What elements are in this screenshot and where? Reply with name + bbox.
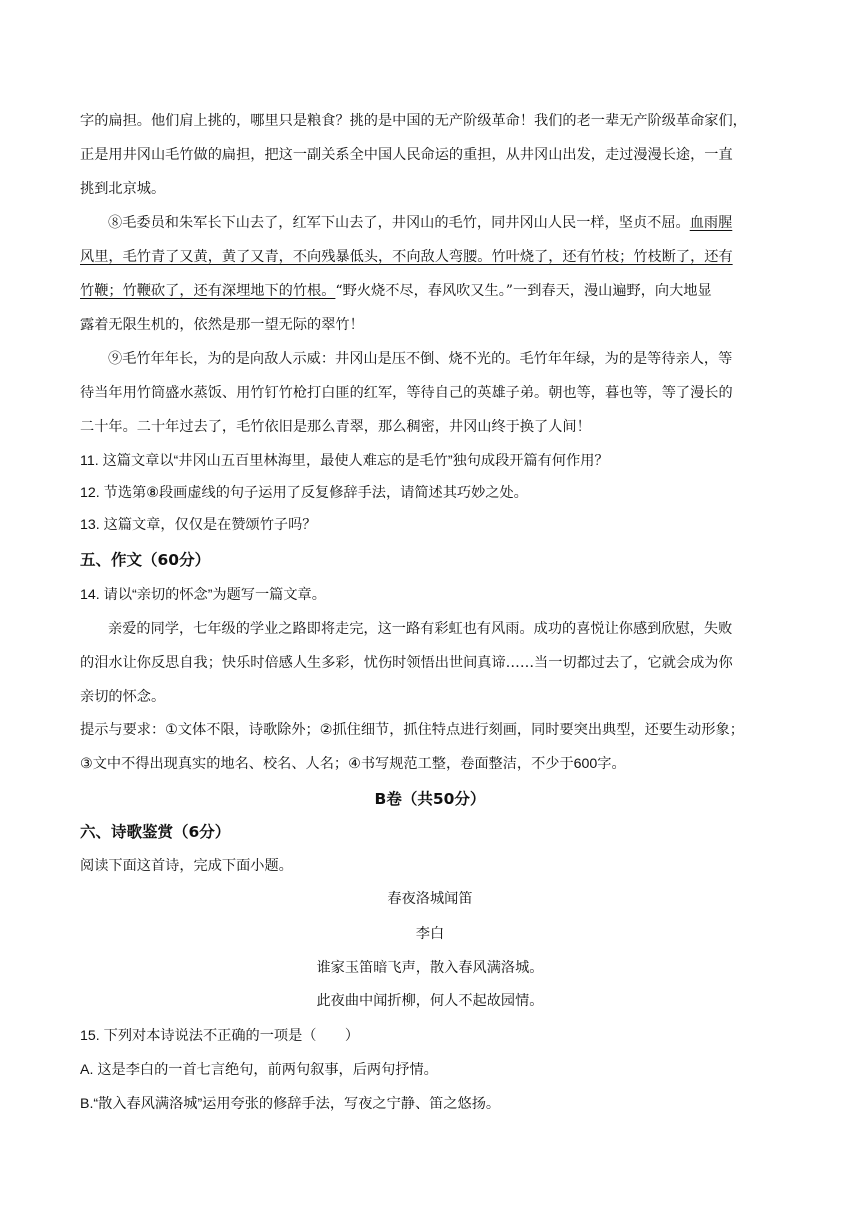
poem-author: 李白 <box>415 926 445 942</box>
option-b: B.“散入春风满洛城”运用夸张的修辞手法，写夜之宁静、笛之悠扬。 <box>80 1096 501 1112</box>
paragraph-8-text: ⑧毛委员和朱军长下山去了，红军下山去了，井冈山的毛竹，同井冈山人民一样，坚贞不屈。 <box>108 215 690 231</box>
question-14: 14. 请以“亲切的怀念”为题写一篇文章。 <box>80 587 326 603</box>
section-5-heading: 五、作文（60分） <box>80 551 211 569</box>
essay-prompt-line-2: 的泪水让你反思自我；快乐时倍感人生多彩，忧伤时领悟出世间真谛……当一切都过去了，它就会成为你 <box>80 655 733 671</box>
poem-title: 春夜洛城闻笛 <box>387 891 473 907</box>
question-11: 11. 这篇文章以“井冈山五百里林海里，最使人难忘的是毛竹”独句成段开篇有何作用？ <box>80 453 609 469</box>
poem-line-1: 谁家玉笛暗飞声，散入春风满洛城。 <box>316 960 544 976</box>
paragraph-9-line-2: 待当年用竹筒盛水蒸饭、用竹钉竹枪打白匪的红军，等待自己的英雄子弟。朝也等，暮也等，等了漫长的 <box>80 385 733 401</box>
paragraph-8-line-3 <box>80 281 712 301</box>
paragraph-8-line-2: 风里，毛竹青了又黄，黄了又青，不向残暴低头，不向敌人弯腰。竹叶烧了，还有竹枝；竹枝断了，还有 <box>80 249 733 265</box>
option-a: A. 这是李白的一首七言绝句，前两句叙事，后两句抒情。 <box>80 1062 438 1078</box>
paragraph-9-line-3: 二十年。二十年过去了，毛竹依旧是那么青翠，那么稠密，井冈山终于换了人间！ <box>80 419 591 435</box>
paragraph-8-line-4: 露着无限生机的，依然是那一望无际的翠竹！ <box>80 317 364 333</box>
underlined-sentence-end: 竹鞭；竹鞭砍了，还有深埋地下的竹根。 <box>80 283 336 299</box>
paragraph-7-line-1: 字的扁担。他们肩上挑的，哪里只是粮食？挑的是中国的无产阶级革命！我们的老一辈无产阶级革命家们， <box>80 113 747 129</box>
question-13: 13. 这篇文章，仅仅是在赞颂竹子吗？ <box>80 517 317 533</box>
paragraph-7-line-3: 挑到北京城。 <box>80 181 166 197</box>
paragraph-7-line-2: 正是用井冈山毛竹做的扁担，把这一副关系全中国人民命运的重担，从井冈山出发，走过漫漫长途，一直 <box>80 147 733 163</box>
question-12: 12. 节选第⑧段画虚线的句子运用了反复修辞手法，请简述其巧妙之处。 <box>80 485 528 501</box>
section-6-heading: 六、诗歌鉴赏（6分） <box>80 823 231 841</box>
essay-requirements-line-1: 提示与要求：①文体不限，诗歌除外；②抓住细节，抓住特点进行刻画，同时要突出典型，还要生动形象； <box>80 722 744 738</box>
essay-requirements-line-2: ③文中不得出现真实的地名、校名、人名；④书写规范工整，卷面整洁，不少于600字。 <box>80 756 626 772</box>
essay-prompt-line-1: 亲爱的同学，七年级的学业之路即将走完，这一路有彩虹也有风雨。成功的喜悦让你感到欣慰，失败 <box>108 621 733 637</box>
part-b-heading: B卷（共50分） <box>374 790 486 808</box>
poem-line-2: 此夜曲中闻折柳，何人不起故园情。 <box>316 993 544 1009</box>
question-15: 15. 下列对本诗说法不正确的一项是（ ） <box>80 1028 360 1044</box>
essay-prompt-line-3: 亲切的怀念。 <box>80 689 166 705</box>
paragraph-8-line-1 <box>108 213 732 233</box>
underlined-sentence: 血雨腥 <box>689 215 733 231</box>
paragraph-8-quote: “野火烧不尽，春风吹又生。”一到春天，漫山遍野，向大地显 <box>335 283 712 299</box>
paragraph-9-line-1: ⑨毛竹年年长，为的是向敌人示威：井冈山是压不倒、烧不光的。毛竹年年绿，为的是等待亲人，等 <box>108 351 733 367</box>
poem-intro: 阅读下面这首诗，完成下面小题。 <box>80 858 293 874</box>
